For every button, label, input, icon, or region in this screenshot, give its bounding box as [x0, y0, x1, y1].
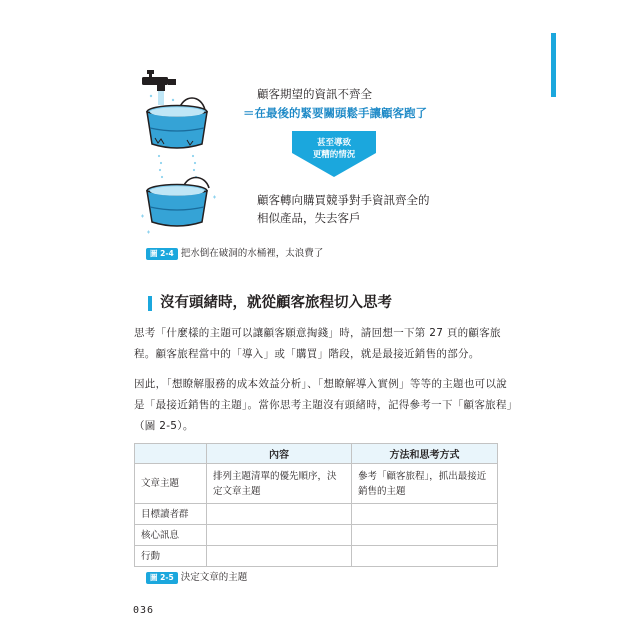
illustration-caption-line1: 顧客期望的資訊不齊全 — [257, 87, 372, 101]
section-heading-marker — [148, 296, 152, 311]
table-row-label: 核心訊息 — [135, 525, 207, 546]
faucet-icon — [142, 70, 176, 91]
leaky-bucket-illustration — [135, 66, 235, 242]
table-cell — [207, 546, 352, 567]
water-stream — [150, 91, 174, 105]
figure-2-5-caption — [146, 571, 247, 585]
bucket-icon — [141, 178, 216, 234]
figure-2-5-caption-text: 決定文章的主題 — [180, 572, 248, 583]
illustration-caption-line2: ＝在最後的緊要關頭鬆手讓顧客跑了 — [243, 106, 427, 120]
table-row-label: 行動 — [135, 546, 207, 567]
table-row — [135, 525, 498, 546]
table-cell — [352, 525, 498, 546]
table-header-row — [135, 444, 498, 464]
table-row — [135, 464, 498, 504]
figure-2-4-label: 圖 2-4 — [146, 248, 178, 260]
table-cell — [352, 504, 498, 525]
down-arrow-icon — [286, 131, 382, 179]
leaking-water — [158, 155, 197, 178]
table-row — [135, 504, 498, 525]
paragraph-1: 思考「什麼樣的主題可以讓顧客願意掏錢」時，請回想一下第 27 頁的顧客旅程。顧客旅程當中的「導入」或「購買」階段，就是最接近銷售的部分。 — [134, 327, 501, 360]
leaky-bucket-icon — [147, 98, 207, 148]
section-title: 沒有頭緒時，就從顧客旅程切入思考 — [160, 295, 392, 311]
illustration-caption-line3: 顧客轉向購買競爭對手資訊齊全的 — [257, 193, 430, 207]
table-cell — [207, 525, 352, 546]
table-header-empty — [135, 444, 207, 464]
table-header-content: 內容 — [207, 444, 352, 464]
table-row — [135, 546, 498, 567]
arrow-label-line2: 更糟的情況 — [312, 150, 356, 160]
arrow-label-line1: 甚至導致 — [316, 138, 351, 148]
table-cell: 排列主題清單的優先順序，決定文章主題 — [207, 464, 352, 504]
table-cell — [352, 546, 498, 567]
figure-2-4-caption — [146, 247, 323, 261]
page-number: 036 — [133, 605, 155, 616]
illustration-caption-line4: 相似產品，失去客戶 — [257, 211, 361, 225]
figure-2-4-caption-text: 把水倒在破洞的水桶裡，太浪費了 — [180, 248, 324, 259]
paragraph-2: 因此，「想瞭解服務的成本效益分析」、「想瞭解導入實例」等等的主題也可以說是「最接近銷售的主題」。當你思考主題沒有頭緒時，記得參考一下「顧客旅程」（圖 2-5）。 — [134, 378, 513, 432]
table-cell: 參考「顧客旅程」，抓出最接近銷售的主題 — [352, 464, 498, 504]
table-row-label: 目標讀者群 — [135, 504, 207, 525]
table-row-label: 文章主題 — [135, 464, 207, 504]
topic-table — [134, 443, 498, 567]
table-header-method: 方法和思考方式 — [352, 444, 498, 464]
table-cell — [207, 504, 352, 525]
page-edge-tab — [551, 33, 556, 97]
figure-2-5-label: 圖 2-5 — [146, 572, 178, 584]
